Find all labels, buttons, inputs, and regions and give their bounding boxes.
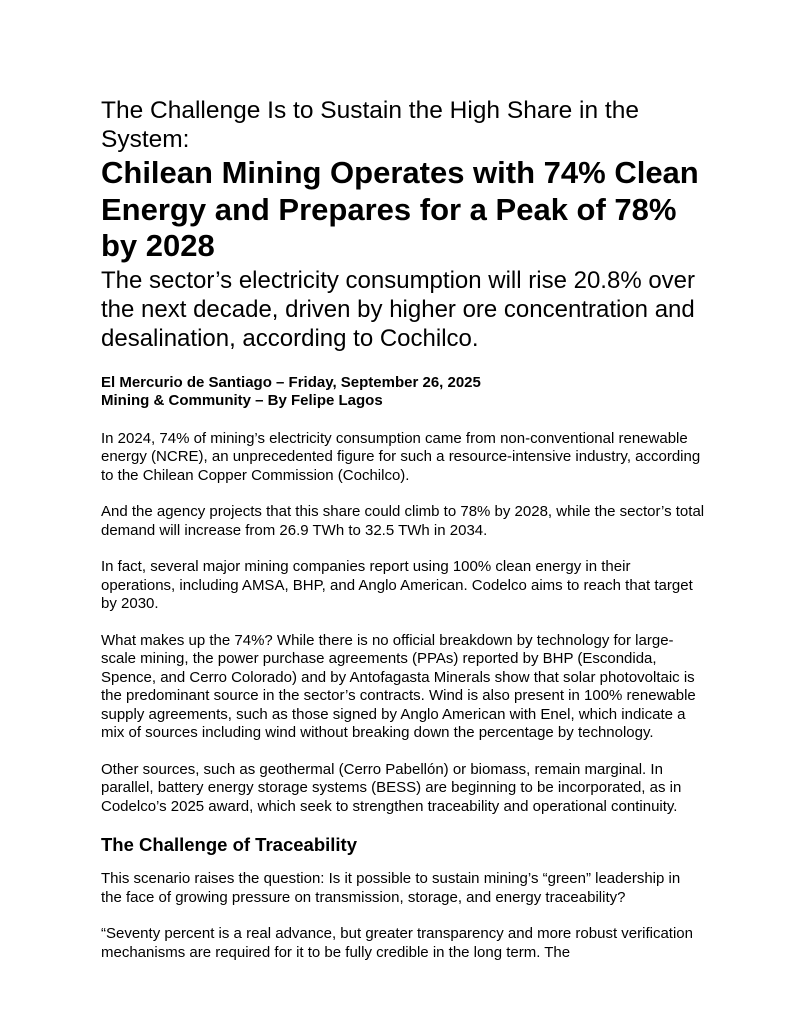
article-headline: Chilean Mining Operates with 74% Clean Energy and Prepares for a Peak of 78% by 2028 xyxy=(101,155,699,263)
body-paragraph: This scenario raises the question: Is it possible to sustain mining’s “green” leadership in the face of growing pressure on transmission, storage, and energy traceability? xyxy=(101,870,681,906)
body-paragraph: What makes up the 74%? While there is no official breakdown by technology for large-scale mining, the power purchase agreements (PPAs) reported by BHP (Escondida, Spence, and Cerro Colorado) and by Antofagasta Minerals show that solar photovoltaic is the predominant source in the sector’s contracts. Wind is also present in 100% renewable supply agreements, such as those signed by Anglo American with Enel, which indicate a mix of sources including wind without breaking down the percentage by technology. xyxy=(101,631,696,741)
article-subhead: The sector’s electricity consumption will rise 20.8% over the next decade, driven by higher ore concentration and desalination, according to Cochilco. xyxy=(101,266,696,352)
body-paragraph: In 2024, 74% of mining’s electricity consumption came from non-conventional renewable energy (NCRE), an unprecedented figure for such a resource-intensive industry, according to the Chilean Copper Commission (Cochilco). xyxy=(101,429,701,484)
byline xyxy=(101,374,705,411)
article xyxy=(101,96,705,980)
body-paragraph: “Seventy percent is a real advance, but greater transparency and more robust verification mechanisms are required for it to be fully credible in the long term. The xyxy=(101,925,693,961)
body-paragraph: Other sources, such as geothermal (Cerro Pabellón) or biomass, remain marginal. In parallel, battery energy storage systems (BESS) are beginning to be incorporated, as in Codelco’s 2025 award, which seek to strengthen traceability and operational continuity. xyxy=(101,760,682,815)
section-heading: The Challenge of Traceability xyxy=(101,834,357,855)
body-paragraph: And the agency projects that this share could climb to 78% by 2028, while the sector’s total demand will increase from 26.9 TWh to 32.5 TWh in 2034. xyxy=(101,503,705,539)
byline-publication-date: El Mercurio de Santiago – Friday, September 26, 2025 xyxy=(101,373,481,391)
byline-section-author: Mining & Community – By Felipe Lagos xyxy=(101,392,383,409)
body-paragraph: In fact, several major mining companies report using 100% clean energy in their operations, including AMSA, BHP, and Anglo American. Codelco aims to reach that target by 2030. xyxy=(101,558,693,612)
article-kicker: The Challenge Is to Sustain the High Share in the System: xyxy=(101,97,639,153)
